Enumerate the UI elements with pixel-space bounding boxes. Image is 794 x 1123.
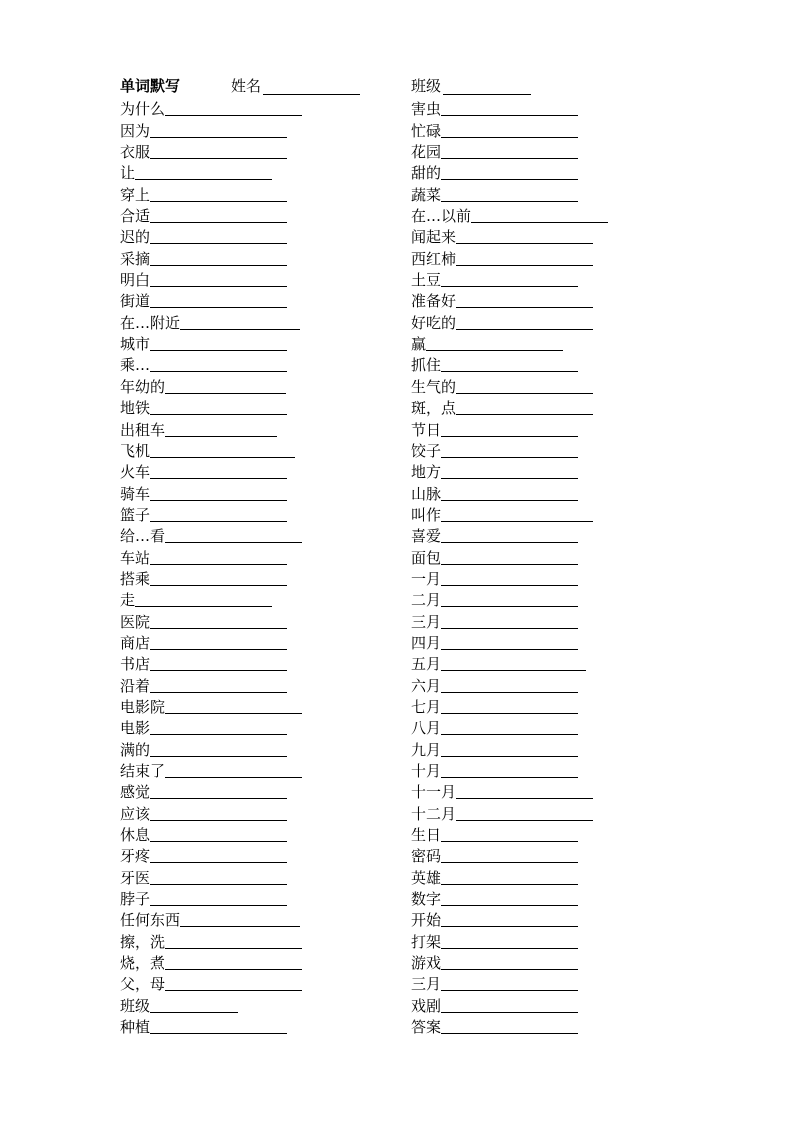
answer-blank[interactable] [441, 670, 586, 671]
answer-blank[interactable] [441, 948, 578, 949]
word-label: 沿着 [120, 676, 151, 695]
word-row [120, 610, 420, 631]
answer-blank[interactable] [150, 286, 287, 287]
word-row [120, 909, 420, 930]
word-label: 戏剧 [411, 996, 442, 1015]
answer-blank[interactable] [165, 436, 277, 437]
word-row [120, 290, 420, 311]
word-row [120, 482, 420, 503]
word-label: 八月 [411, 719, 442, 738]
word-label: 医院 [120, 612, 151, 631]
answer-blank[interactable] [150, 265, 287, 266]
word-row [411, 888, 711, 909]
answer-blank[interactable] [441, 649, 578, 650]
word-label: 给…看 [120, 527, 166, 546]
word-row [411, 610, 711, 631]
answer-blank[interactable] [150, 201, 287, 202]
word-row [120, 653, 420, 674]
answer-blank[interactable] [150, 670, 287, 671]
word-row [411, 589, 711, 610]
answer-blank[interactable] [456, 265, 593, 266]
answer-blank[interactable] [150, 371, 287, 372]
word-label: 擦，洗 [120, 932, 166, 951]
answer-blank[interactable] [135, 606, 272, 607]
word-label: 满的 [120, 740, 151, 759]
answer-blank[interactable] [165, 542, 302, 543]
word-label: 游戏 [411, 954, 442, 973]
word-row [411, 994, 711, 1015]
answer-blank[interactable] [150, 158, 287, 159]
word-label: 四月 [411, 633, 442, 652]
word-label: 迟的 [120, 228, 151, 247]
word-row [411, 930, 711, 951]
word-label: 种植 [120, 1018, 151, 1037]
word-label: 脖子 [120, 890, 151, 909]
word-row [120, 866, 420, 887]
word-label: 结束了 [120, 762, 166, 780]
word-label: 节日 [411, 420, 442, 439]
word-label: 出租车 [120, 420, 166, 439]
answer-blank[interactable] [441, 371, 578, 372]
answer-blank[interactable] [441, 286, 578, 287]
word-label: 三月 [411, 612, 442, 631]
answer-blank[interactable] [441, 926, 578, 927]
answer-blank[interactable] [441, 436, 578, 437]
word-label: 休息 [120, 826, 151, 845]
answer-blank[interactable] [165, 713, 302, 714]
word-row [411, 1016, 711, 1037]
answer-blank[interactable] [150, 841, 287, 842]
word-label: 在…附近 [120, 313, 181, 332]
word-label: 飞机 [120, 441, 151, 460]
word-row [411, 802, 711, 823]
word-row [120, 589, 420, 610]
answer-blank[interactable] [456, 798, 593, 799]
word-row [120, 952, 420, 973]
answer-blank[interactable] [441, 1012, 578, 1013]
word-row [411, 653, 711, 674]
answer-blank[interactable] [150, 457, 295, 458]
word-row [120, 824, 420, 845]
answer-blank[interactable] [150, 243, 287, 244]
word-row [120, 183, 420, 204]
answer-blank[interactable] [165, 990, 302, 991]
word-label: 为什么 [120, 100, 166, 119]
word-row [120, 162, 420, 183]
word-label: 电影院 [120, 697, 166, 716]
word-row [411, 824, 711, 845]
word-label: 骑车 [120, 484, 151, 503]
word-label: 在…以前 [411, 207, 472, 226]
word-row [120, 994, 420, 1015]
word-row [411, 461, 711, 482]
word-row [411, 952, 711, 973]
word-label: 十月 [411, 762, 442, 780]
word-row [120, 760, 420, 781]
word-row [120, 973, 420, 994]
word-label: 答案 [411, 1018, 442, 1037]
word-row [411, 397, 711, 418]
answer-blank[interactable] [150, 628, 287, 629]
word-row [411, 247, 711, 268]
word-row [120, 247, 420, 268]
word-row [411, 909, 711, 930]
word-row [411, 845, 711, 866]
answer-blank[interactable] [150, 692, 287, 693]
word-row [411, 568, 711, 589]
word-row [411, 674, 711, 695]
word-row [411, 333, 711, 354]
answer-blank[interactable] [441, 862, 578, 863]
answer-blank[interactable] [150, 478, 287, 479]
word-row [411, 632, 711, 653]
word-row [411, 311, 711, 332]
word-label: 任何东西 [120, 911, 181, 930]
word-label: 生日 [411, 826, 442, 845]
word-label: 二月 [411, 591, 442, 610]
answer-blank[interactable] [150, 862, 287, 863]
right-word-column [411, 98, 711, 1037]
answer-blank[interactable] [165, 948, 302, 949]
answer-blank[interactable] [441, 201, 578, 202]
answer-blank[interactable] [441, 628, 578, 629]
answer-blank[interactable] [150, 500, 287, 501]
word-label: 开始 [411, 911, 442, 930]
word-row [411, 482, 711, 503]
word-label: 闻起来 [411, 228, 457, 247]
answer-blank[interactable] [456, 414, 593, 415]
word-label: 喜爱 [411, 527, 442, 546]
word-label: 抓住 [411, 356, 442, 375]
word-row [120, 418, 420, 439]
word-label: 让 [120, 164, 136, 183]
answer-blank[interactable] [441, 990, 578, 991]
word-row [411, 717, 711, 738]
word-label: 忙碌 [411, 121, 442, 140]
word-row [120, 205, 420, 226]
word-row [411, 440, 711, 461]
word-label: 采摘 [120, 249, 151, 268]
left-word-column [120, 98, 420, 1037]
answer-blank[interactable] [180, 329, 300, 330]
answer-blank[interactable] [441, 606, 578, 607]
answer-blank[interactable] [165, 393, 286, 394]
word-label: 西红柿 [411, 249, 457, 268]
answer-blank[interactable] [150, 798, 287, 799]
word-row [120, 546, 420, 567]
answer-blank[interactable] [135, 179, 272, 180]
answer-blank[interactable] [441, 115, 578, 116]
word-row [411, 738, 711, 759]
worksheet-title: 单词默写 [120, 77, 181, 95]
word-label: 商店 [120, 633, 151, 652]
word-label: 五月 [411, 655, 442, 674]
word-row [120, 397, 420, 418]
word-label: 班级 [120, 996, 151, 1015]
word-row [120, 333, 420, 354]
word-label: 害虫 [411, 100, 442, 119]
word-row [120, 802, 420, 823]
answer-blank[interactable] [150, 905, 287, 906]
word-label: 牙医 [120, 868, 151, 887]
word-row [411, 269, 711, 290]
name-label: 姓名 [231, 77, 262, 95]
answer-blank[interactable] [165, 777, 302, 778]
word-label: 牙疼 [120, 847, 151, 866]
answer-blank[interactable] [441, 158, 578, 159]
word-label: 密码 [411, 847, 442, 866]
word-row [411, 525, 711, 546]
word-label: 穿上 [120, 185, 151, 204]
word-label: 书店 [120, 655, 151, 674]
word-row [120, 440, 420, 461]
answer-blank[interactable] [165, 115, 302, 116]
word-row [120, 504, 420, 525]
answer-blank[interactable] [180, 926, 300, 927]
word-label: 叫作 [411, 505, 442, 524]
answer-blank[interactable] [456, 243, 593, 244]
word-label: 城市 [120, 335, 151, 354]
answer-blank[interactable] [441, 1033, 578, 1034]
word-row [411, 973, 711, 994]
word-label: 应该 [120, 804, 151, 823]
word-row [120, 461, 420, 482]
word-label: 三月 [411, 975, 442, 994]
word-row [411, 504, 711, 525]
word-row [120, 354, 420, 375]
answer-blank[interactable] [441, 179, 578, 180]
word-row [120, 119, 420, 140]
answer-blank[interactable] [441, 756, 578, 757]
word-label: 好吃的 [411, 313, 457, 332]
word-label: 打架 [411, 932, 442, 951]
word-row [411, 226, 711, 247]
word-label: 蔬菜 [411, 185, 442, 204]
word-row [120, 98, 420, 119]
answer-blank[interactable] [441, 713, 578, 714]
word-label: 准备好 [411, 292, 457, 311]
word-row [120, 845, 420, 866]
answer-blank[interactable] [165, 969, 302, 970]
word-row [120, 888, 420, 909]
word-label: 搭乘 [120, 569, 151, 588]
answer-blank[interactable] [150, 350, 287, 351]
word-row [411, 866, 711, 887]
word-row [411, 162, 711, 183]
word-label: 七月 [411, 697, 442, 716]
word-label: 烧，煮 [120, 954, 166, 973]
word-row [120, 717, 420, 738]
word-row [120, 226, 420, 247]
word-row [411, 781, 711, 802]
word-label: 地铁 [120, 399, 151, 418]
class-label: 班级 [411, 77, 442, 95]
word-row [120, 141, 420, 162]
word-row [411, 205, 711, 226]
word-row [411, 183, 711, 204]
word-row [411, 546, 711, 567]
word-row [411, 290, 711, 311]
word-label: 面包 [411, 548, 442, 567]
answer-blank[interactable] [426, 350, 563, 351]
word-label: 明白 [120, 271, 151, 290]
name-blank [263, 94, 360, 95]
word-label: 数字 [411, 890, 442, 909]
word-label: 衣服 [120, 143, 151, 162]
word-label: 六月 [411, 676, 442, 695]
word-row [411, 375, 711, 396]
answer-blank[interactable] [150, 414, 287, 415]
word-label: 九月 [411, 740, 442, 759]
answer-blank[interactable] [150, 884, 287, 885]
word-label: 生气的 [411, 377, 457, 396]
answer-blank[interactable] [456, 393, 593, 394]
word-label: 合适 [120, 207, 151, 226]
answer-blank[interactable] [150, 820, 287, 821]
answer-blank[interactable] [150, 1012, 238, 1013]
answer-blank[interactable] [456, 329, 593, 330]
word-row [411, 354, 711, 375]
word-row [411, 119, 711, 140]
word-row [120, 568, 420, 589]
answer-blank[interactable] [441, 841, 578, 842]
word-row [411, 98, 711, 119]
answer-blank[interactable] [441, 564, 578, 565]
answer-blank[interactable] [441, 500, 578, 501]
word-label: 电影 [120, 719, 151, 738]
word-row [120, 269, 420, 290]
word-label: 车站 [120, 548, 151, 567]
answer-blank[interactable] [150, 649, 287, 650]
word-label: 花园 [411, 143, 442, 162]
answer-blank[interactable] [441, 137, 578, 138]
class-blank [443, 94, 531, 95]
answer-blank[interactable] [441, 542, 578, 543]
answer-blank[interactable] [150, 756, 287, 757]
answer-blank[interactable] [441, 777, 578, 778]
answer-blank[interactable] [150, 521, 287, 522]
answer-blank[interactable] [456, 307, 593, 308]
answer-blank[interactable] [441, 457, 578, 458]
answer-blank[interactable] [471, 222, 608, 223]
word-label: 街道 [120, 292, 151, 311]
word-row [120, 674, 420, 695]
word-row [120, 632, 420, 653]
answer-blank[interactable] [150, 564, 287, 565]
word-row [411, 760, 711, 781]
answer-blank[interactable] [441, 969, 578, 970]
word-row [120, 696, 420, 717]
answer-blank[interactable] [441, 692, 578, 693]
word-row [120, 738, 420, 759]
word-label: 篮子 [120, 505, 151, 524]
word-label: 山脉 [411, 484, 442, 503]
answer-blank[interactable] [150, 734, 287, 735]
answer-blank[interactable] [441, 905, 578, 906]
word-label: 乘… [120, 356, 151, 375]
word-label: 走 [120, 591, 136, 610]
word-label: 因为 [120, 121, 151, 140]
answer-blank[interactable] [441, 521, 593, 522]
word-label: 父，母 [120, 975, 166, 994]
word-row [120, 375, 420, 396]
answer-blank[interactable] [441, 478, 578, 479]
word-row [411, 141, 711, 162]
word-row [120, 1016, 420, 1037]
word-label: 一月 [411, 569, 442, 588]
word-row [120, 525, 420, 546]
word-label: 饺子 [411, 441, 442, 460]
word-label: 感觉 [120, 783, 151, 802]
word-row [120, 930, 420, 951]
word-row [411, 418, 711, 439]
word-label: 十一月 [411, 783, 457, 802]
word-label: 赢 [411, 335, 427, 354]
answer-blank[interactable] [441, 585, 578, 586]
word-label: 土豆 [411, 271, 442, 290]
word-label: 年幼的 [120, 377, 166, 396]
answer-blank[interactable] [150, 137, 287, 138]
answer-blank[interactable] [441, 884, 578, 885]
answer-blank[interactable] [150, 585, 287, 586]
answer-blank[interactable] [150, 1033, 287, 1034]
word-row [120, 781, 420, 802]
word-row [120, 311, 420, 332]
word-label: 火车 [120, 463, 151, 482]
answer-blank[interactable] [150, 222, 287, 223]
word-row [411, 696, 711, 717]
word-label: 甜的 [411, 164, 442, 183]
answer-blank[interactable] [150, 307, 287, 308]
word-label: 地方 [411, 463, 442, 482]
word-label: 英雄 [411, 868, 442, 887]
answer-blank[interactable] [441, 734, 578, 735]
word-label: 十二月 [411, 804, 457, 823]
word-label: 斑，点 [411, 399, 457, 418]
answer-blank[interactable] [456, 820, 593, 821]
